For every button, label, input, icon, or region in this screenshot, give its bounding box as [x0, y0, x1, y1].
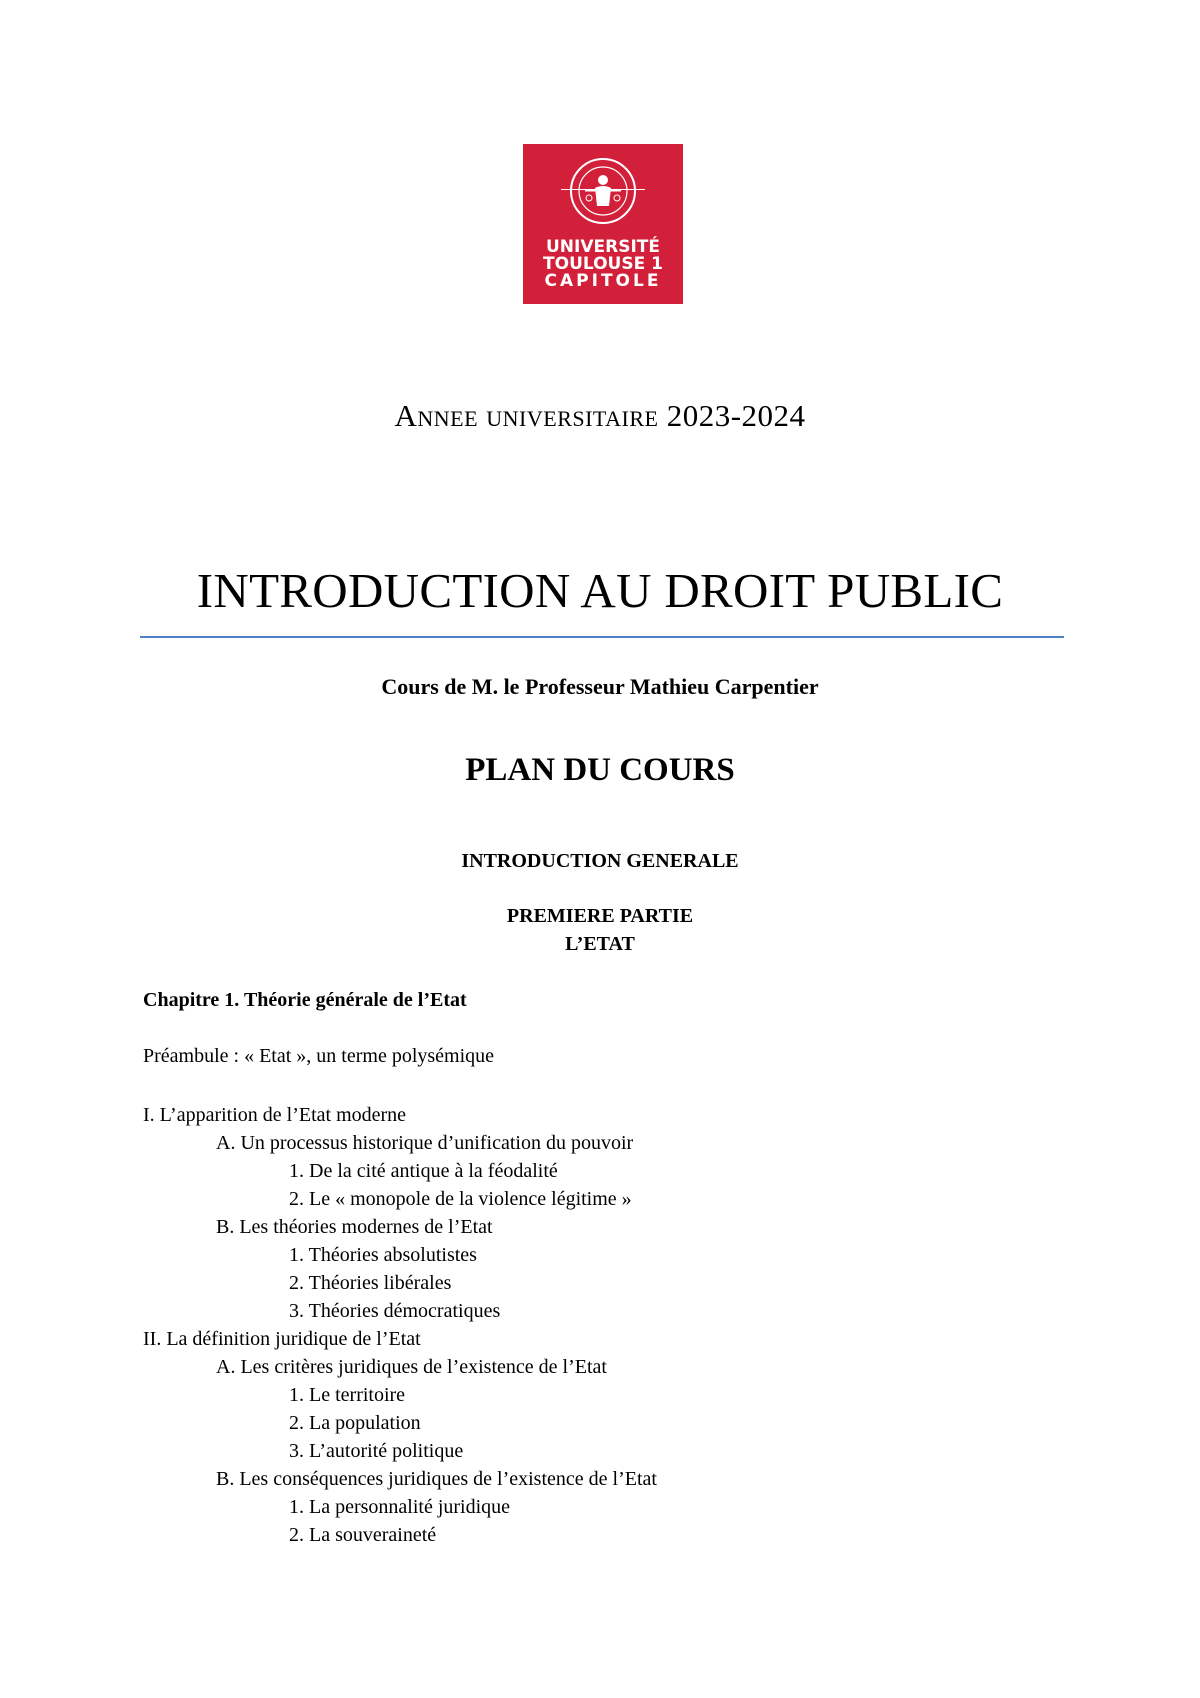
university-logo — [523, 144, 683, 304]
course-teacher: Cours de M. le Professeur Mathieu Carpentier — [381, 674, 819, 699]
outline-item: 3. L’autorité politique — [289, 1440, 464, 1462]
logo-line-capitole: CAPITOLE — [544, 271, 662, 291]
outline-item: 2. La souveraineté — [289, 1524, 437, 1546]
outline-item: 2. La population — [289, 1412, 421, 1434]
outline-item: A. Les critères juridiques de l’existence de l’Etat — [216, 1356, 607, 1378]
course-outline — [143, 1101, 1043, 1549]
logo-line-universite: UNIVERSITÉ — [546, 237, 660, 257]
outline-item: 1. La personnalité juridique — [289, 1496, 511, 1518]
document-title: INTRODUCTION AU DROIT PUBLIC — [196, 563, 1004, 618]
part-heading: PREMIERE PARTIE — [506, 905, 694, 927]
outline-item: B. Les conséquences juridiques de l’existence de l’Etat — [216, 1468, 657, 1490]
outline-item: I. L’apparition de l’Etat moderne — [143, 1104, 407, 1126]
academic-year: Annee universitaire 2023-2024 — [394, 398, 806, 433]
outline-item: II. La définition juridique de l’Etat — [143, 1328, 421, 1350]
outline-item: 2. Théories libérales — [289, 1272, 452, 1294]
logo-line-toulouse: TOULOUSE 1 — [543, 254, 663, 274]
outline-item: 1. Théories absolutistes — [289, 1244, 477, 1266]
outline-item: 1. De la cité antique à la féodalité — [289, 1160, 558, 1182]
outline-item: B. Les théories modernes de l’Etat — [216, 1216, 493, 1238]
title-rule — [140, 636, 1064, 638]
outline-item: A. Un processus historique d’unification du pouvoir — [216, 1132, 634, 1154]
outline-item: 2. Le « monopole de la violence légitime » — [289, 1188, 632, 1210]
intro-heading: INTRODUCTION GENERALE — [461, 850, 739, 872]
chapter-heading: Chapitre 1. Théorie générale de l’Etat — [143, 989, 467, 1011]
plan-heading: PLAN DU COURS — [465, 752, 735, 788]
seal-icon — [523, 144, 683, 239]
part-title: L’ETAT — [565, 933, 635, 955]
outline-item: 3. Théories démocratiques — [289, 1300, 501, 1322]
outline-item: 1. Le territoire — [289, 1384, 406, 1406]
preambule: Préambule : « Etat », un terme polysémique — [143, 1045, 495, 1067]
